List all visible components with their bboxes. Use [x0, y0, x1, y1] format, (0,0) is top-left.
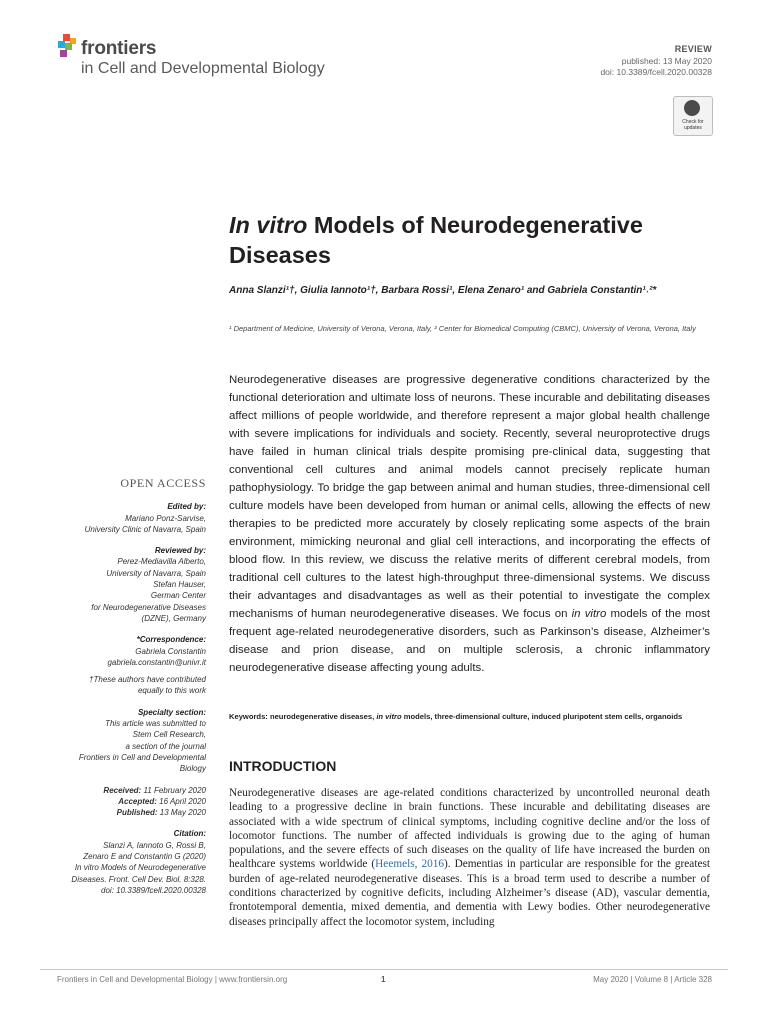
check-updates-label: Check for updates — [682, 119, 704, 131]
reviewer-line[interactable]: Perez-Mediavilla Alberto, — [117, 557, 206, 567]
equal-contribution-note: †These authors have contributed — [89, 675, 206, 685]
correspondence-email-link[interactable]: gabriela.constantin@univr.it — [107, 657, 206, 667]
brand-name[interactable]: frontiers — [81, 38, 157, 59]
reviewer-line: (DZNE), Germany — [141, 613, 206, 623]
reviewed-by-label: Reviewed by: — [154, 546, 206, 556]
accepted-date — [40, 796, 206, 807]
specialty-line: Biology — [179, 764, 206, 774]
specialty-label: Specialty section: — [137, 707, 206, 717]
citation-doi-link[interactable]: doi: 10.3389/fcell.2020.00328 — [101, 885, 206, 895]
published-date-sidebar — [40, 807, 206, 818]
abstract-italic: in vitro — [571, 608, 607, 620]
author-list[interactable]: Anna Slanzi¹†, Giulia Iannoto¹†, Barbara Rossi¹, Elena Zenaro¹ and Gabriela Constantin¹˒²* — [229, 285, 657, 296]
editor-line: University Clinic of Navarra, Spain — [84, 524, 206, 534]
article-info-sidebar — [40, 478, 206, 896]
footer-divider — [40, 969, 728, 970]
doi-link[interactable]: doi: 10.3389/fcell.2020.00328 — [600, 67, 712, 77]
abstract-text: Neurodegenerative diseases are progressive degenerative conditions characterized by the functional deterioration and ultimate loss of neurons. These incurable and debilitating diseases affect millions of people worldwide, and therefore represent a major global health challenge with severe implications for individuals and society. Recently, several neuroprotective drugs have failed in human clinical trials despite promising pre-clinical data, suggesting that conventional cell cultures and animal models cannot precisely replicate human pathophysiology. To bridge the gap between animal and human studies, three-dimensional cell culture models have been developed from human or animal cells, allowing the effects of new therapies to be predicted more accurately by closely replicating some aspects of the brain environment, mimicking neuronal and glial cell interactions, and incorporating the effects of blood flow. In this review, we discuss the relative merits of different cerebral models, from traditional cell cultures to the latest high-throughput three-dimensional systems. We discuss their advantages and disadvantages as well as their potential to investigate the complex mechanisms of human neurodegenerative diseases. We focus on — [229, 374, 710, 620]
received-value: 11 February 2020 — [141, 785, 206, 795]
citation-link[interactable]: Heemels, 2016 — [375, 858, 445, 871]
reviewer-line: University of Navarra, Spain — [106, 568, 206, 578]
introduction-paragraph — [229, 786, 710, 929]
specialty-line: Frontiers in Cell and Developmental — [78, 752, 206, 762]
journal-name[interactable]: in Cell and Developmental Biology — [81, 60, 325, 77]
footer-journal-link[interactable]: Frontiers in Cell and Developmental Biology | www.frontiersin.org — [57, 975, 288, 984]
title-rest: Models of Neurodegenerative Diseases — [229, 212, 643, 268]
reviewer-line: for Neurodegenerative Diseases — [91, 602, 206, 612]
received-date — [40, 785, 206, 796]
published-date: published: 13 May 2020 — [621, 56, 712, 66]
open-access-label: OPEN ACCESS — [120, 476, 206, 490]
specialty-line: This article was submitted to — [105, 719, 206, 729]
editor-line[interactable]: Mariano Ponz-Sarvise, — [125, 513, 206, 523]
abstract — [229, 371, 710, 677]
check-for-updates-button[interactable] — [673, 96, 713, 136]
section-heading-introduction: INTRODUCTION — [229, 758, 337, 774]
reviewer-line: German Center — [150, 591, 206, 601]
correspondence-label: *Correspondence: — [136, 635, 206, 645]
footer-issue-info: May 2020 | Volume 8 | Article 328 — [593, 975, 712, 984]
page-number: 1 — [381, 975, 386, 984]
published-value: 13 May 2020 — [157, 808, 206, 818]
frontiers-logo-icon — [57, 34, 79, 60]
affiliations: ¹ Department of Medicine, University of Verona, Verona, Italy, ² Center for Biomedical Computing (CBMC), University of Verona, Verona, Italy — [229, 324, 696, 333]
check-updates-icon — [684, 100, 700, 116]
citation-line: Zenaro E and Constantin G (2020) — [83, 852, 206, 862]
keywords — [229, 712, 710, 723]
published-label: Published: — [116, 808, 158, 818]
title-italic: In vitro — [229, 212, 308, 238]
keywords-italic: in vitro — [376, 712, 402, 721]
citation-line: Diseases. Front. Cell Dev. Biol. 8:328. — [71, 874, 206, 884]
equal-contribution-note: equally to this work — [137, 686, 206, 696]
keywords-text-end: models, three-dimensional culture, induced pluripotent stem cells, organoids — [401, 712, 683, 721]
citation-line: In vitro Models of Neurodegenerative — [74, 863, 206, 873]
intro-text-end: ). Dementias in particular are responsible for the greatest burden of age-related neurodegenerative diseases. This is a broad term used to describe a number of conditions characterized by cognitive deficits, including Alzheimer’s disease (AD), vascular dementia, frontotemporal dementia, mixed dementia, and dementia with Lewy bodies. Other neurodegenerative diseases principally affect the locomotor system, including — [229, 858, 711, 928]
article-type-label: REVIEW — [674, 44, 712, 54]
reviewer-line[interactable]: Stefan Hauser, — [153, 580, 206, 590]
accepted-value: 16 April 2020 — [156, 796, 206, 806]
intro-text: Neurodegenerative diseases are age-related conditions characterized by uncontrolled neuronal death leading to a progressive decline in brain functions. These incurable and debilitating diseases are associated with a wide spectrum of clinical symptoms, including cognitive decline and/or the loss of locomotor functions. The number of affected individuals is growing due to the aging of human populations, and the severe effects of such diseases on the quality of life have increased the burden on healthcare systems worldwide ( — [229, 787, 710, 871]
article-title — [229, 210, 729, 270]
accepted-label: Accepted: — [118, 796, 157, 806]
received-label: Received: — [103, 785, 142, 795]
citation-label: Citation: — [173, 829, 206, 839]
specialty-line[interactable]: Stem Cell Research, — [132, 730, 206, 740]
correspondence-name: Gabriela Constantin — [135, 646, 206, 656]
keywords-text: neurodegenerative diseases, — [267, 712, 377, 721]
edited-by-label: Edited by: — [167, 502, 206, 512]
abstract-text-end: models of the most frequent age-related neurodegenerative disorders, such as Parkinson’s disease, Alzheimer’s disease and prion disease, and on multiple sclerosis, a chronic inflammatory neurodegenerative disease affecting young adults. — [229, 608, 711, 674]
specialty-line: a section of the journal — [125, 741, 206, 751]
keywords-label: Keywords: — [229, 712, 268, 721]
citation-line: Slanzi A, Iannoto G, Rossi B, — [103, 840, 206, 850]
